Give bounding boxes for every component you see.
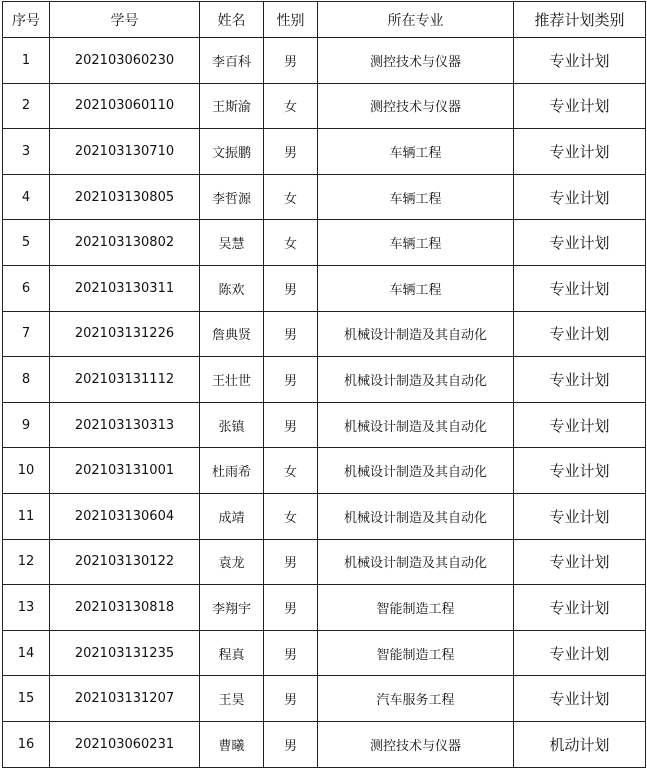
table-row: [3, 539, 646, 585]
table-row: [3, 448, 646, 494]
cell-index: 5: [3, 220, 50, 266]
cell-gender: 男: [264, 402, 318, 448]
table-row: [3, 83, 646, 129]
recommendation-table: [2, 1, 646, 768]
cell-index: 8: [3, 357, 50, 403]
cell-gender: 男: [264, 630, 318, 676]
cell-student-id: 202103060110: [50, 83, 200, 129]
table-row: [3, 676, 646, 722]
cell-plan-type: 专业计划: [514, 493, 646, 539]
cell-major: 测控技术与仪器: [318, 38, 514, 84]
cell-major: 测控技术与仪器: [318, 83, 514, 129]
cell-index: 14: [3, 630, 50, 676]
table-row: [3, 402, 646, 448]
cell-student-id: 202103131235: [50, 630, 200, 676]
table-row: [3, 174, 646, 220]
cell-student-id: 202103060231: [50, 721, 200, 767]
cell-plan-type: 专业计划: [514, 585, 646, 631]
cell-gender: 男: [264, 721, 318, 767]
table-row: [3, 585, 646, 631]
cell-gender: 女: [264, 493, 318, 539]
table-row: [3, 129, 646, 175]
cell-plan-type: 机动计划: [514, 721, 646, 767]
cell-gender: 女: [264, 448, 318, 494]
cell-major: 车辆工程: [318, 129, 514, 175]
table-row: [3, 630, 646, 676]
cell-student-id: 202103130802: [50, 220, 200, 266]
cell-student-id: 202103130710: [50, 129, 200, 175]
cell-student-id: 202103130313: [50, 402, 200, 448]
cell-index: 13: [3, 585, 50, 631]
cell-gender: 女: [264, 220, 318, 266]
cell-name: 李哲源: [200, 174, 264, 220]
cell-name: 张镇: [200, 402, 264, 448]
cell-student-id: 202103130805: [50, 174, 200, 220]
table-row: [3, 721, 646, 767]
cell-gender: 男: [264, 129, 318, 175]
cell-name: 李百科: [200, 38, 264, 84]
cell-major: 汽车服务工程: [318, 676, 514, 722]
cell-gender: 男: [264, 585, 318, 631]
cell-plan-type: 专业计划: [514, 38, 646, 84]
table-row: [3, 357, 646, 403]
header-index: 序号: [3, 2, 50, 38]
cell-plan-type: 专业计划: [514, 448, 646, 494]
header-major: 所在专业: [318, 2, 514, 38]
table-row: [3, 311, 646, 357]
cell-student-id: 202103130604: [50, 493, 200, 539]
table-row: [3, 493, 646, 539]
cell-gender: 男: [264, 676, 318, 722]
cell-plan-type: 专业计划: [514, 630, 646, 676]
cell-student-id: 202103130818: [50, 585, 200, 631]
cell-major: 车辆工程: [318, 220, 514, 266]
cell-major: 车辆工程: [318, 265, 514, 311]
cell-plan-type: 专业计划: [514, 676, 646, 722]
cell-index: 7: [3, 311, 50, 357]
cell-name: 吴慧: [200, 220, 264, 266]
cell-plan-type: 专业计划: [514, 220, 646, 266]
cell-index: 1: [3, 38, 50, 84]
cell-index: 4: [3, 174, 50, 220]
cell-plan-type: 专业计划: [514, 174, 646, 220]
cell-name: 程真: [200, 630, 264, 676]
cell-major: 测控技术与仪器: [318, 721, 514, 767]
header-name: 姓名: [200, 2, 264, 38]
cell-name: 曹曦: [200, 721, 264, 767]
cell-plan-type: 专业计划: [514, 83, 646, 129]
cell-plan-type: 专业计划: [514, 539, 646, 585]
cell-gender: 男: [264, 311, 318, 357]
cell-index: 2: [3, 83, 50, 129]
cell-gender: 男: [264, 539, 318, 585]
cell-gender: 女: [264, 83, 318, 129]
cell-name: 成靖: [200, 493, 264, 539]
table-body: [3, 38, 646, 768]
cell-name: 文振鹏: [200, 129, 264, 175]
cell-student-id: 202103130122: [50, 539, 200, 585]
cell-student-id: 202103060230: [50, 38, 200, 84]
cell-student-id: 202103131112: [50, 357, 200, 403]
cell-major: 机械设计制造及其自动化: [318, 357, 514, 403]
cell-plan-type: 专业计划: [514, 129, 646, 175]
cell-index: 3: [3, 129, 50, 175]
cell-major: 车辆工程: [318, 174, 514, 220]
cell-major: 机械设计制造及其自动化: [318, 311, 514, 357]
cell-plan-type: 专业计划: [514, 311, 646, 357]
cell-gender: 男: [264, 265, 318, 311]
table-row: [3, 38, 646, 84]
cell-name: 王昊: [200, 676, 264, 722]
table-row: [3, 265, 646, 311]
cell-student-id: 202103131226: [50, 311, 200, 357]
cell-gender: 女: [264, 174, 318, 220]
cell-name: 陈欢: [200, 265, 264, 311]
cell-major: 机械设计制造及其自动化: [318, 539, 514, 585]
table-row: [3, 220, 646, 266]
cell-gender: 男: [264, 38, 318, 84]
cell-major: 机械设计制造及其自动化: [318, 448, 514, 494]
header-plan-type: 推荐计划类别: [514, 2, 646, 38]
table-header-row: [3, 2, 646, 38]
cell-student-id: 202103131001: [50, 448, 200, 494]
cell-index: 10: [3, 448, 50, 494]
cell-plan-type: 专业计划: [514, 357, 646, 403]
cell-student-id: 202103131207: [50, 676, 200, 722]
cell-name: 李翔宇: [200, 585, 264, 631]
cell-major: 机械设计制造及其自动化: [318, 402, 514, 448]
cell-name: 王斯渝: [200, 83, 264, 129]
cell-name: 杜雨希: [200, 448, 264, 494]
cell-major: 智能制造工程: [318, 585, 514, 631]
cell-name: 袁龙: [200, 539, 264, 585]
cell-index: 9: [3, 402, 50, 448]
cell-index: 12: [3, 539, 50, 585]
cell-major: 智能制造工程: [318, 630, 514, 676]
cell-student-id: 202103130311: [50, 265, 200, 311]
cell-gender: 男: [264, 357, 318, 403]
cell-index: 11: [3, 493, 50, 539]
cell-plan-type: 专业计划: [514, 265, 646, 311]
cell-plan-type: 专业计划: [514, 402, 646, 448]
header-student-id: 学号: [50, 2, 200, 38]
cell-index: 16: [3, 721, 50, 767]
header-gender: 性别: [264, 2, 318, 38]
cell-name: 王壮世: [200, 357, 264, 403]
cell-index: 15: [3, 676, 50, 722]
cell-major: 机械设计制造及其自动化: [318, 493, 514, 539]
cell-name: 詹典贤: [200, 311, 264, 357]
cell-index: 6: [3, 265, 50, 311]
